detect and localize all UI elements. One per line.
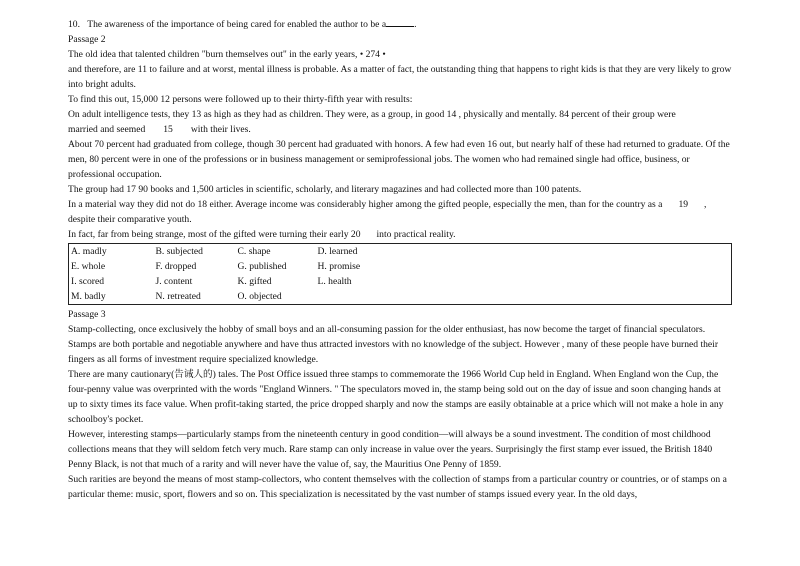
blank-number: 15	[163, 124, 173, 135]
paragraph: In a material way they did not do 18 either. Average income was considerably higher among the gifted people, especially the men, than for the country as a 19 ,	[68, 199, 707, 210]
word-option: J. content	[155, 276, 193, 287]
paragraph: Stamp-collecting, once exclusively the hobby of small boys and an all-consuming passion for the older enthusiast, has now become the target of financial speculators. Stamps are both portable and negotiable anywhere and have thus attracted investors with no knowledge of the subject. However , many of these people have burned their fingers as all forms of investment require specialized knowledge.	[68, 324, 719, 365]
blank-number: 19	[678, 199, 689, 210]
word-option: I. scored	[71, 276, 105, 287]
word-option	[316, 289, 732, 305]
passage-3-title: Passage 3	[68, 309, 106, 320]
paragraph: To find this out, 15,000 12 persons were followed up to their thirty-fifth year with results:	[68, 94, 413, 105]
word-bank-row	[69, 289, 732, 305]
word-option: A. madly	[71, 246, 107, 257]
passage-2-title: Passage 2	[68, 34, 106, 45]
word-bank-row	[69, 259, 732, 274]
question-text: The awareness of the importance of being cared for enabled the author to be a	[87, 19, 387, 30]
paragraph: However, interesting stamps—particularly stamps from the nineteenth century in good condition—will always be a sound investment. The condition of most childhood collections means that they will seldom fetch very much. Rare stamp can only increase in value over the years. Surprisingly the first stamp ever issued, the British 1840 Penny Black, is not that much of a rarity and will never have the value of, say, the Mauritius One Penny of 1859.	[68, 429, 713, 470]
word-option: M. badly	[71, 291, 106, 302]
paragraph: On adult intelligence tests, they 13 as high as they had as children. They were, as a group, in good 14 , physically and mentally. 84 percent of their group were	[68, 109, 676, 120]
word-option: C. shape	[237, 246, 271, 257]
paragraph: The old idea that talented children "burn themselves out" in the early years, • 274 •	[68, 49, 386, 60]
word-option: B. subjected	[155, 246, 203, 257]
document-page	[68, 16, 732, 502]
word-option: L. health	[317, 276, 352, 287]
answer-blank[interactable]	[386, 16, 414, 27]
word-option: F. dropped	[155, 261, 197, 272]
word-bank-table	[68, 243, 732, 305]
word-option: G. published	[237, 261, 287, 272]
word-option: D. learned	[317, 246, 358, 257]
word-option: H. promise	[317, 261, 361, 272]
paragraph: About 70 percent had graduated from college, though 30 percent had graduated with honors. A few had even 16 out, but nearly half of these had returned to graduate. Of the men, 80 percent were in one of the professions or in business management or semiprofessional jobs. The women who had remained single had office, business, or professional occupation.	[68, 139, 730, 180]
paragraph: married and seemed 15 with their lives.	[68, 124, 251, 135]
word-option: O. objected	[237, 291, 282, 302]
question-number: 10.	[68, 19, 80, 30]
paragraph: The group had 17 90 books and 1,500 articles in scientific, scholarly, and literary magazines and had collected more than 100 patents.	[68, 184, 582, 195]
word-option: N. retreated	[155, 291, 201, 302]
word-option: E. whole	[71, 261, 106, 272]
word-option: K. gifted	[237, 276, 272, 287]
paragraph: In fact, far from being strange, most of the gifted were turning their early 20 into practical reality.	[68, 229, 456, 240]
paragraph: Such rarities are beyond the means of most stamp-collectors, who content themselves with the collection of stamps from a particular country or countries, or of stamps on a particular theme: music, sport, flowers and so on. This specialization is necessitated by the vast number of stamps issued every year. In the old days,	[68, 474, 727, 500]
word-bank-row	[69, 274, 732, 289]
word-bank-row	[69, 244, 732, 260]
paragraph: There are many cautionary(告诫人的) tales. The Post Office issued three stamps to commemorate the 1966 World Cup held in England. When England won the Cup, the four-penny value was overprinted with the words "England Winners. " The speculators moved in, the stamp being sold out on the day of issue and soon changing hands at up to sixty times its face value. When profit-taking started, the price dropped sharply and now the stamps are easily obtainable at a price which will not make a hole in any schoolboy's pocket.	[68, 369, 724, 425]
paragraph: and therefore, are 11 to failure and at worst, mental illness is probable. As a matter of fact, the outstanding thing that happens to right kids is that they are very likely to grow into bright adults.	[68, 64, 732, 90]
question-10: 10. The awareness of the importance of being cared for enabled the author to be a .	[68, 16, 732, 32]
paragraph: despite their comparative youth.	[68, 214, 192, 225]
